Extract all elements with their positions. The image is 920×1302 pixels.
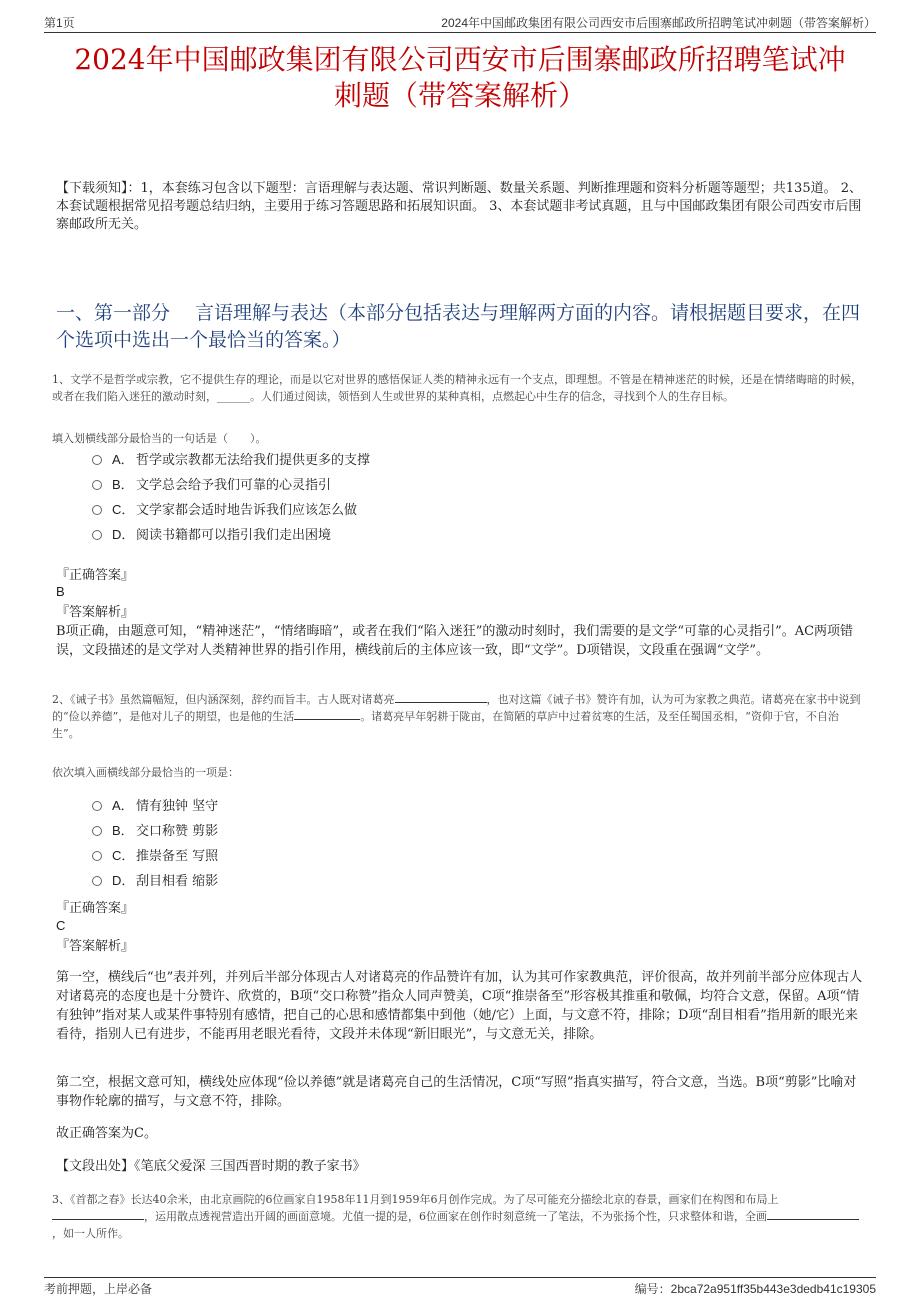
q3-stem-c: ，如一人所作。 (52, 1227, 129, 1240)
download-notice: 【下载须知】：1，本套练习包含以下题型：言语理解与表达题、常识判断题、数量关系题、判断推理题和资料分析题等题型；共135道。 2、本套试题根据常见招考题总结归纳，主要用于练习答题思路和拓展知识面。 3、本套试题非考试真题，且与中国邮政集团有限公司西安市后围寨邮政所无关。 (56, 181, 862, 232)
option-text: 阅读书籍都可以指引我们走出困境 (136, 528, 332, 543)
header-doc-title: 2024年中国邮政集团有限公司西安市后围寨邮政所招聘笔试冲刺题（带答案解析） (441, 16, 876, 30)
question-1-prompt: 填入划横线部分最恰当的一句话是（ ）。 (52, 432, 267, 445)
radio-icon[interactable] (92, 505, 102, 515)
option-letter: C． (112, 848, 135, 863)
page-footer (44, 1277, 876, 1296)
option-text: 情有独钟 坚守 (136, 799, 219, 814)
option-letter: A． (112, 798, 134, 813)
document-title (40, 42, 880, 114)
q2-analysis-para-2: 第二空，根据文意可知，横线处应体现“俭以养德”就是诸葛亮自己的生活情况，C项“写照”指真实描写，符合文意，当选。B项“剪影”比喻对事物作轮廓的描写，与文意不符，排除。 (56, 1075, 857, 1109)
q2-correct-answer-label: 『正确答案』 (56, 901, 135, 916)
q3-stem-a: 3、《首都之春》长达40余米，由北京画院的6位画家自1958年11月到1959年6月创作完成。为了尽可能充分描绘北京的春景，画家们在构图和布局上 (52, 1193, 779, 1206)
question-2-stem (52, 691, 866, 742)
option-letter: B． (112, 477, 134, 492)
q2-answer-value: C (56, 918, 66, 933)
q1-correct-answer-label: 『正确答案』 (56, 568, 135, 583)
option-letter: A． (112, 452, 134, 467)
radio-icon[interactable] (92, 876, 102, 886)
option-letter: D． (112, 527, 135, 542)
q1-answer-value: B (56, 584, 65, 599)
q1-option-c[interactable] (92, 501, 357, 520)
q1-option-b[interactable] (92, 476, 331, 495)
title-line-2: 刺题（带答案解析） (333, 79, 586, 112)
option-text: 文学家都会适时地告诉我们应该怎么做 (136, 503, 358, 518)
q2-source: 【文段出处】《笔底父爱深 三国西晋时期的教子家书》 (56, 1159, 366, 1174)
footer-slogan: 考前押题，上岸必备 (44, 1282, 153, 1296)
q2-blank-1 (395, 702, 487, 703)
radio-icon[interactable] (92, 480, 102, 490)
option-letter: B． (112, 823, 134, 838)
question-3-stem (52, 1191, 866, 1242)
q1-option-a[interactable] (92, 451, 370, 470)
radio-icon[interactable] (92, 455, 102, 465)
q2-option-b[interactable] (92, 822, 218, 841)
question-1-stem (52, 371, 866, 405)
q1-option-d[interactable] (92, 526, 331, 545)
radio-icon[interactable] (92, 826, 102, 836)
question-2-prompt: 依次填入画横线部分最恰当的一项是： (52, 766, 239, 779)
q1-stem-text: 1、文学不是哲学或宗教，它不提供生存的理论，而是以它对世界的感悟保证人类的精神永远有一个支点，即理想。不管是在精神迷茫的时候，还是在情绪晦暗的时候，或者在我们陷入迷狂的激动时刻， (52, 373, 862, 403)
page-number: 第1页 (44, 16, 75, 30)
option-text: 交口称赞 剪影 (136, 824, 219, 839)
option-text: 哲学或宗教都无法给我们提供更多的支撑 (136, 453, 371, 468)
q2-blank-2 (294, 719, 360, 720)
option-text: 刮目相看 缩影 (136, 874, 219, 889)
q2-option-d[interactable] (92, 872, 218, 891)
option-text: 推崇备至 写照 (136, 849, 219, 864)
section-heading: 一、第一部分 言语理解与表达（本部分包括表达与理解两方面的内容。请根据题目要求，在四个选项中选出一个最恰当的答案。） (56, 302, 861, 351)
page-header (44, 12, 876, 33)
q2-stem-b: ，也对这篇《诫子书》赞许有加，认为可为家教之典范。诸葛亮在家书中说到的“俭以养德”，是他对儿子的期望，也是他的生活 (52, 693, 861, 723)
q2-option-c[interactable] (92, 847, 218, 866)
q2-stem-a: 2、《诫子书》虽然篇幅短，但内涵深刻，辞约而旨丰。古人既对诸葛亮 (52, 693, 395, 706)
q3-blank-1 (52, 1219, 144, 1220)
q1-analysis-text: B项正确，由题意可知，“精神迷茫”，“情绪晦暗”，或者在我们“陷入迷狂”的激动时刻时，我们需要的是文学“可靠的心灵指引”。AC两项错误，文段描述的是文学对人类精神世界的指引作用，横线前后的主体应该一致，即“文学”。D项错误，文段重在强调“文学”。 (56, 624, 854, 658)
title-line-1: 2024年中国邮政集团有限公司西安市后围寨邮政所招聘笔试冲 (74, 43, 846, 76)
q1-blank: ______ (217, 390, 250, 403)
q2-analysis-label: 『答案解析』 (56, 939, 135, 954)
radio-icon[interactable] (92, 851, 102, 861)
q3-blank-2 (767, 1219, 859, 1220)
q1-analysis-label: 『答案解析』 (56, 605, 135, 620)
option-letter: D． (112, 873, 135, 888)
q3-stem-b: ，运用散点透视营造出开阔的画面意境。尤值一提的是，6位画家在创作时刻意统一了笔法，不为张扬个性，只求整体和谐，全画 (144, 1210, 767, 1223)
q2-stem-c: 。诸葛亮早年躬耕于陇亩，在简陋的草庐中过着贫寒的生活，及至任蜀国丞相，“资仰于官，不自治生”。 (52, 710, 839, 740)
option-text: 文学总会给予我们可靠的心灵指引 (136, 478, 332, 493)
footer-doc-id: 编号：2bca72a951ff35b443e3dedb41c19305 (634, 1282, 876, 1296)
q1-stem-tail: 。人们通过阅读，领悟到人生或世界的某种真相，点燃起心中生存的信念，寻找到个人的生存目标。 (250, 390, 734, 403)
q2-analysis-para-3: 故正确答案为C。 (56, 1126, 157, 1141)
q2-analysis-para-1: 第一空，横线后“也”表并列，并列后半部分体现古人对诸葛亮的作品赞许有加，认为其可作家教典范，评价很高，故并列前半部分应体现古人对诸葛亮的态度也是十分赞许、欣赏的，B项“交口称赞”指众人同声赞美，C项“推崇备至”形容极其推重和敬佩，均符合文意，保留。A项“情有独钟”指对某人或某件事特别有感情，把自己的心思和感情都集中到他（她/它）上面，与文意不符，排除；D项“刮目相看”指用新的眼光来看待，指别人已有进步，不能再用老眼光看待，文段并未体现“新旧眼光”，与文意无关，排除。 (56, 970, 863, 1042)
radio-icon[interactable] (92, 801, 102, 811)
q2-option-a[interactable] (92, 797, 218, 816)
radio-icon[interactable] (92, 530, 102, 540)
option-letter: C． (112, 502, 135, 517)
